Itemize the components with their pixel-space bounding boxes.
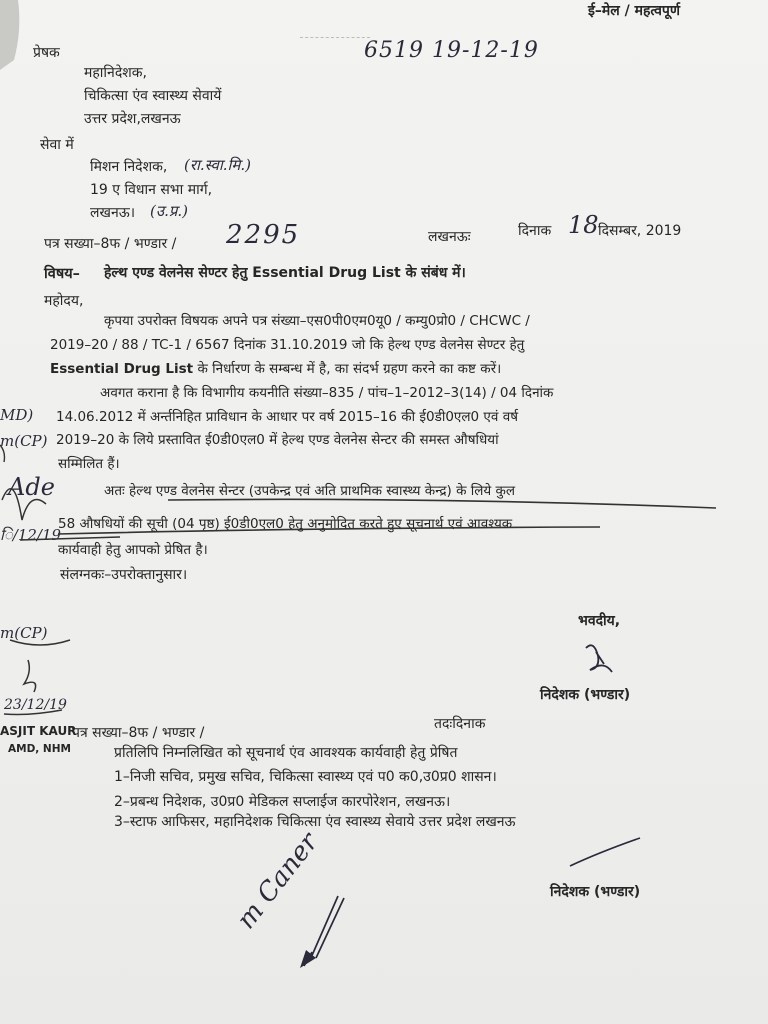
recipient-line-1: मिशन निदेशक, — [90, 159, 168, 175]
stamp-name: ASJIT KAUR — [0, 724, 77, 738]
margin-underline-date — [4, 710, 62, 715]
sender-line-2: चिकित्सा एंव स्वास्थ्य सेवायें — [84, 88, 222, 104]
letter-date-prefix: दिनाक — [518, 223, 552, 239]
email-priority-label: ई–मेल / महत्वपूर्ण — [588, 3, 680, 19]
margin-scribble-2 — [24, 660, 36, 692]
body-para3-line3: कार्यवाही हेतु आपको प्रेषित है। — [58, 542, 208, 558]
copy-date-label: तदःदिनाक — [434, 716, 486, 732]
letter-date-rest: दिसम्बर, 2019 — [598, 223, 682, 239]
body-para2-line3: 2019–20 के लिये प्रस्तावित ई0डी0एल0 में हेल्थ एण्ड वेलनेस सेन्टर की समस्त औषधियां — [56, 432, 499, 448]
essential-drug-list-term: Essential Drug List — [50, 361, 194, 377]
margin-scribble-1 — [10, 640, 70, 645]
enclosure-note: संलग्नकः–उपरोक्तानुसार। — [60, 567, 188, 583]
underline-para3-line2 — [58, 527, 600, 534]
body-para2-line4: सम्मिलित हैं। — [58, 456, 120, 472]
copy-signature-stroke — [570, 838, 640, 866]
body-para3-line2: 58 औषधियों की सूची (04 पृष्ठ) ई0डी0एल0 हेतु अनुमोदित करते हुए सूचनार्थ एवं आवश्यक — [58, 516, 513, 532]
recipient-line-1-handwritten: (रा.स्वा.मि.) — [184, 156, 251, 174]
copy-number-prefix: पत्र सख्या–8फ / भण्डार / — [72, 725, 205, 741]
signatory-designation: निदेशक (भण्डार) — [540, 687, 631, 703]
letter-date-day: 18 — [568, 211, 599, 239]
body-para1-line3-rest: के निर्धारण के सम्बन्ध में है, का संदर्भ ग्रहण करने का कष्ट करें। — [197, 361, 502, 377]
stamp-title: AMD, NHM — [8, 743, 71, 755]
recipient-line-2: 19 ए विधान सभा मार्ग, — [90, 182, 213, 198]
margin-note-date-2: 23/12/19 — [4, 697, 67, 713]
sender-label: प्रेषक — [33, 45, 60, 61]
margin-note-md: MD) — [0, 406, 34, 424]
body-para2-line1: अवगत कराना है कि विभागीय कयनीति संख्या–835 / पांच–1–2012–3(14) / 04 दिनांक — [100, 385, 554, 401]
copy-signatory-designation: निदेशक (भण्डार) — [550, 884, 641, 900]
copy-item-1: 1–निजी सचिव, प्रमुख सचिव, चिकित्सा स्वास्थ्य एवं प0 क0,उ0प्र0 शासन। — [114, 769, 497, 785]
body-para3-line1: अतः हेल्थ एण्ड वेलनेस सेन्टर (उपकेन्द्र एवं अति प्राथमिक स्वास्थ्य केन्द्र) के लिये कुल — [104, 483, 516, 499]
recipient-label: सेवा में — [40, 137, 74, 153]
margin-bracket — [0, 445, 5, 462]
main-signature — [586, 645, 612, 672]
handwritten-receipt-number: 6519 19-12-19 — [364, 38, 539, 63]
closing: भवदीय, — [578, 613, 621, 629]
recipient-line-3-handwritten: (उ.प्र.) — [150, 202, 188, 220]
corner-smudge — [0, 0, 19, 70]
margin-note-ade: Ade — [8, 473, 55, 501]
underline-para3-line2-left — [20, 537, 120, 540]
bottom-scribble: m Caner — [231, 827, 325, 935]
margin-check-ade — [2, 489, 46, 520]
underline-para3-line1 — [168, 499, 716, 508]
sender-line-1: महानिदेशक, — [84, 65, 147, 81]
copy-item-3: 3–स्टाफ आफिसर, महानिदेशक चिकित्सा एंव स्वास्थ्य सेवाये उत्तर प्रदेश लखनऊ — [114, 814, 516, 830]
sender-line-3: उत्तर प्रदेश,लखनऊ — [84, 111, 181, 127]
margin-note-date: ि/12/19 — [0, 526, 62, 544]
letter-number-handwritten: 2295 — [226, 220, 301, 250]
subject-label: विषय– — [44, 266, 80, 282]
salutation: महोदय, — [44, 293, 84, 309]
body-para1-line1: कृपया उपरोक्त विषयक अपने पत्र संख्या–एस0पी0एम0यू0 / कम्यु0प्रो0 / CHCWC / — [104, 313, 530, 329]
copy-intro: प्रतिलिपि निम्नलिखित को सूचनार्थ एंव आवश्यक कार्यवाही हेतु प्रेषित — [114, 745, 458, 761]
letter-place: लखनऊः — [428, 229, 471, 245]
body-para2-line2: 14.06.2012 में अर्न्तनिहित प्राविधान के आधार पर वर्ष 2015–16 की ई0डी0एल0 एवं वर्ष — [56, 409, 518, 425]
margin-note-mcp-2: m(CP) — [0, 624, 48, 642]
margin-note-mcp: m(CP) — [0, 432, 48, 450]
recipient-line-3: लखनऊ। — [90, 205, 136, 221]
body-para1-line2: 2019–20 / 88 / TC-1 / 6567 दिनांक 31.10.2019 जो कि हेल्थ एण्ड वेलनेस सेण्टर हेतु — [50, 337, 525, 353]
letter-number-prefix: पत्र सख्या–8फ / भण्डार / — [44, 236, 177, 252]
copy-item-2: 2–प्रबन्ध निदेशक, उ0प्र0 मेडिकल सप्लाईज कारपोरेशन, लखनऊ। — [114, 794, 451, 810]
subject-text: हेल्थ एण्ड वेलनेस सेण्टर हेतु Essential Drug List के संबंध में। — [104, 265, 466, 281]
